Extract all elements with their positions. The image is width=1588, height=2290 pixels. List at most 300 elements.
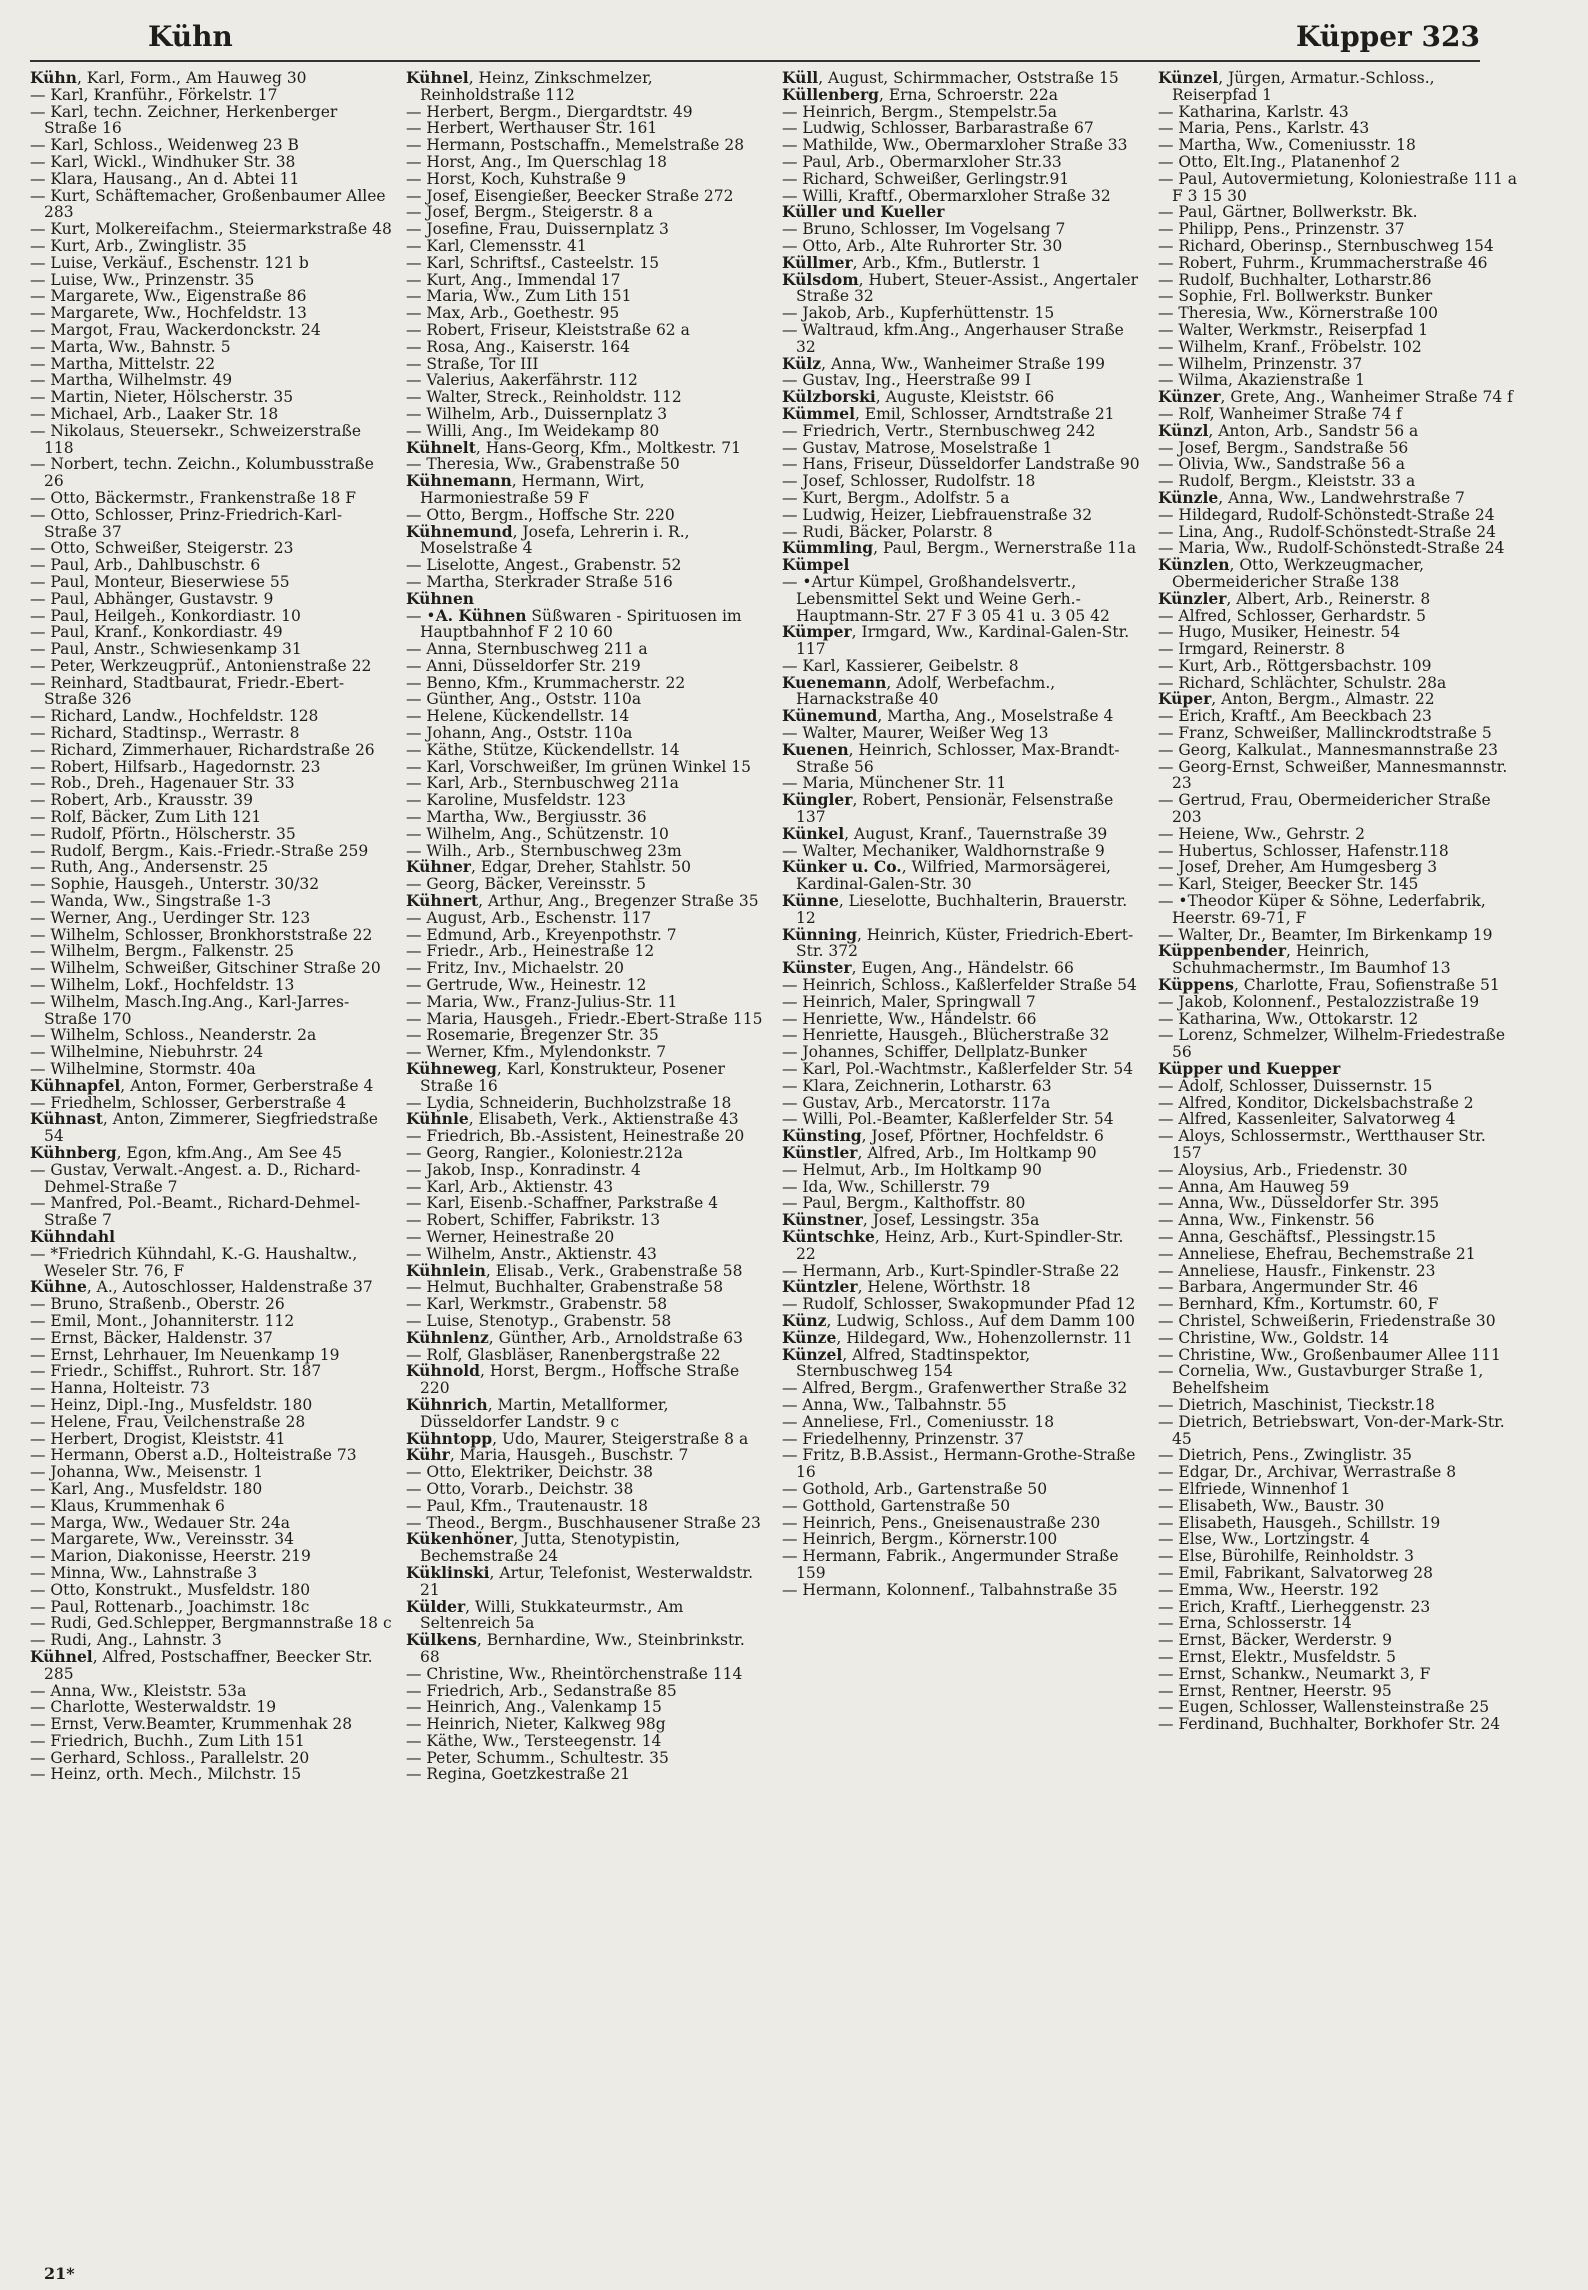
directory-entry: — Anni, Düsseldorfer Str. 219: [406, 656, 641, 675]
directory-entry: — Regina, Goetzkestraße 21: [406, 1765, 631, 1784]
directory-entry: — Edgar, Dr., Archivar, Werrastraße 8: [1158, 1463, 1457, 1482]
directory-entry: — Paul, Arb., Obermarxloher Str.33: [782, 152, 1062, 171]
directory-entry: — Friedr., Arb., Heinestraße 12: [406, 942, 655, 961]
directory-entry: — Bernhard, Kfm., Kortumstr. 60, F: [1158, 1295, 1439, 1314]
directory-entry: — Christine, Ww., Rheintörchenstraße 114: [406, 1664, 743, 1683]
directory-column-1: [30, 70, 392, 2250]
directory-entry: — Reinhard, Stadtbaurat, Friedr.-Ebert-Straße 326: [30, 673, 345, 709]
directory-entry: — Anna, Ww., Talbahnstr. 55: [782, 1395, 1007, 1414]
directory-entry: — Martha, Sterkrader Straße 516: [406, 572, 673, 591]
directory-entry: — Anna, Ww., Finkenstr. 56: [1158, 1211, 1375, 1230]
directory-entry: — Margarete, Ww., Hochfeldstr. 13: [30, 304, 307, 323]
directory-entry: — Paul, Arb., Dahlbuschstr. 6: [30, 556, 261, 575]
directory-entry: — Waltraud, kfm.Ang., Angerhauser Straße 32: [782, 320, 1124, 356]
directory-entry: — Karl, Clemensstr. 41: [406, 236, 587, 255]
directory-entry: — Nikolaus, Steuersekr., Schweizerstraße 118: [30, 421, 362, 457]
directory-entry: Külsdom, Hubert, Steuer-Assist., Angertaler Straße 32: [782, 269, 1139, 306]
directory-entry: — Günther, Ang., Oststr. 110a: [406, 690, 642, 709]
directory-entry: Künkel, August, Kranf., Tauernstraße 39: [782, 823, 1108, 843]
directory-entry: — Maria, Hausgeh., Friedr.-Ebert-Straße 115: [406, 1009, 763, 1028]
directory-entry: Kühnelt, Hans-Georg, Kfm., Moltkestr. 71: [406, 437, 741, 457]
directory-entry: — Josef, Schlosser, Rudolfstr. 18: [782, 472, 1036, 491]
directory-entry: Künzle, Anna, Ww., Landwehrstraße 7: [1158, 487, 1465, 507]
directory-entry: — Peter, Schumm., Schultestr. 35: [406, 1748, 669, 1767]
directory-entry: — Margarete, Ww., Eigenstraße 86: [30, 287, 307, 306]
directory-entry: — Heinrich, Maler, Springwall 7: [782, 992, 1036, 1011]
directory-entry: — Hermann, Postschaffn., Memelstraße 28: [406, 136, 745, 155]
directory-entry: — Ludwig, Heizer, Liebfrauenstraße 32: [782, 505, 1093, 524]
directory-entry: — Richard, Landw., Hochfeldstr. 128: [30, 707, 319, 726]
directory-entry: — Rosa, Ang., Kaiserstr. 164: [406, 337, 631, 356]
directory-entry: — Emil, Mont., Johanniterstr. 112: [30, 1311, 295, 1330]
directory-entry: Küper, Anton, Bergm., Almastr. 22: [1158, 689, 1435, 709]
directory-entry: — Katharina, Karlstr. 43: [1158, 102, 1349, 121]
directory-entry: — Karl, Steiger, Beecker Str. 145: [1158, 875, 1419, 894]
directory-entry: Künstler, Alfred, Arb., Im Holtkamp 90: [782, 1143, 1097, 1162]
directory-entry: — Rudolf, Bergm., Kleiststr. 33 a: [1158, 472, 1416, 491]
directory-entry: — Rudolf, Buchhalter, Lotharstr.86: [1158, 270, 1432, 289]
directory-entry: — Richard, Oberinsp., Sternbuschweg 154: [1158, 236, 1494, 255]
directory-entry: — Anneliese, Frl., Comeniusstr. 18: [782, 1412, 1055, 1431]
directory-entry: — Hildegard, Rudolf-Schönstedt-Straße 24: [1158, 505, 1495, 524]
directory-entry: — Jakob, Insp., Konradinstr. 4: [406, 1160, 641, 1179]
directory-entry: — Gerhard, Schloss., Parallelstr. 20: [30, 1748, 310, 1767]
directory-entry: — Aloys, Schlossermstr., Wertthauser Str. 157: [1158, 1127, 1486, 1162]
directory-entry: — Rudi, Ang., Lahnstr. 3: [30, 1631, 222, 1650]
directory-entry: — Wilh., Arb., Sternbuschweg 23m: [406, 841, 682, 860]
directory-entry: Kühn, Karl, Form., Am Hauweg 30: [30, 70, 307, 87]
directory-entry: — *Friedrich Kühndahl, K.-G. Haushaltw., Weseler Str. 76, F: [30, 1244, 358, 1280]
directory-entry: Küller und Kueller: [782, 202, 945, 222]
directory-entry: — Kurt, Arb., Röttgersbachstr. 109: [1158, 656, 1432, 675]
directory-entry: Kuenen, Heinrich, Schlosser, Max-Brandt-Straße 56: [782, 739, 1120, 776]
directory-entry: — Gustav, Arb., Mercatorstr. 117a: [782, 1093, 1051, 1112]
directory-entry: — Paul, Heilgeh., Konkordiastr. 10: [30, 606, 301, 625]
directory-entry: — •Theodor Küper & Söhne, Lederfabrik, Heerstr. 69-71, F: [1158, 892, 1486, 927]
directory-entry: — Walter, Maurer, Weißer Weg 13: [782, 724, 1049, 743]
directory-entry: — Minna, Ww., Lahnstraße 3: [30, 1563, 258, 1582]
directory-entry: — Heinrich, Nieter, Kalkweg 98g: [406, 1715, 666, 1734]
directory-entry: — Robert, Hilfsarb., Hagedornstr. 23: [30, 757, 321, 776]
directory-entry: — Aloysius, Arb., Friedenstr. 30: [1158, 1160, 1408, 1179]
directory-entry: — Paul, Abhänger, Gustavstr. 9: [30, 589, 274, 608]
directory-entry: — Wilhelm, Prinzenstr. 37: [1158, 354, 1363, 373]
directory-entry: Künzlen, Otto, Werkzeugmacher, Obermeidericher Straße 138: [1158, 555, 1424, 591]
directory-column-2: [406, 70, 768, 2250]
directory-entry: — Werner, Heinestraße 20: [406, 1227, 615, 1246]
directory-entry: Küll, August, Schirmmacher, Oststraße 15: [782, 70, 1119, 87]
directory-entry: — Ferdinand, Buchhalter, Borkhofer Str. 24: [1158, 1715, 1501, 1734]
directory-entry: Kühnel, Alfred, Postschaffner, Beecker Str. 285: [30, 1646, 373, 1683]
directory-entry: — Alfred, Bergm., Grafenwerther Straße 32: [782, 1379, 1128, 1398]
directory-entry: — Gustav, Ing., Heerstraße 99 I: [782, 371, 1032, 390]
directory-entry: — Alfred, Kassenleiter, Salvatorweg 4: [1158, 1110, 1456, 1129]
directory-entry: Kühner, Edgar, Dreher, Stahlstr. 50: [406, 857, 692, 877]
directory-entry: — Heinrich, Bergm., Stempelstr.5a: [782, 102, 1058, 121]
directory-entry: — Sophie, Frl. Bollwerkstr. Bunker: [1158, 287, 1433, 306]
directory-entry: — Paul, Gärtner, Bollwerkstr. Bk.: [1158, 203, 1418, 222]
directory-entry: — Otto, Bergm., Hoffsche Str. 220: [406, 505, 675, 524]
directory-entry: — Helmut, Buchhalter, Grabenstraße 58: [406, 1278, 724, 1297]
directory-entry: — Hermann, Kolonnenf., Talbahnstraße 35: [782, 1580, 1118, 1599]
directory-entry: — Paul, Monteur, Bieserwiese 55: [30, 572, 290, 591]
directory-entry: — Anneliese, Hausfr., Finkenstr. 23: [1158, 1261, 1436, 1280]
directory-entry: — Josef, Dreher, Am Humgesberg 3: [1158, 858, 1438, 877]
directory-entry: — Werner, Kfm., Mylendonkstr. 7: [406, 1043, 667, 1062]
directory-entry: Kühneweg, Karl, Konstrukteur, Posener Straße 16: [406, 1059, 725, 1095]
directory-entry: — Ernst, Lehrhauer, Im Neuenkamp 19: [30, 1345, 340, 1364]
directory-entry: — Robert, Arb., Krausstr. 39: [30, 791, 253, 810]
directory-entry: — Helene, Kückendellstr. 14: [406, 707, 630, 726]
directory-entry: Künning, Heinrich, Küster, Friedrich-Ebert-Str. 372: [782, 924, 1134, 961]
directory-entry: Küppens, Charlotte, Frau, Sofienstraße 51: [1158, 975, 1500, 995]
directory-entry: — Richard, Zimmerhauer, Richardstraße 26: [30, 740, 375, 759]
directory-entry: Kühnemann, Hermann, Wirt, Harmoniestraße 59 F: [406, 471, 645, 507]
directory-entry: — Johannes, Schiffer, Dellplatz-Bunker: [782, 1043, 1087, 1062]
directory-entry: Künstner, Josef, Lessingstr. 35a: [782, 1210, 1040, 1230]
directory-entry: — Fritz, Inv., Michaelstr. 20: [406, 959, 624, 978]
directory-entry: — Karl, Arb., Sternbuschweg 211a: [406, 774, 679, 793]
directory-entry: — Wilhelmine, Stormstr. 40a: [30, 1060, 256, 1079]
directory-entry: — Otto, Schweißer, Steigerstr. 23: [30, 539, 294, 558]
directory-entry: — Karl, Kassierer, Geibelstr. 8: [782, 656, 1019, 675]
directory-entry: — Rolf, Glasbläser, Ranenbergstraße 22: [406, 1345, 721, 1364]
directory-entry: — Robert, Fuhrm., Krummacherstraße 46: [1158, 253, 1488, 272]
directory-entry: — Theresia, Ww., Körnerstraße 100: [1158, 304, 1438, 323]
directory-entry: — Cornelia, Ww., Gustavburger Straße 1, Behelfsheim: [1158, 1362, 1484, 1398]
directory-entry: — Bruno, Straßenb., Oberstr. 26: [30, 1295, 285, 1314]
directory-entry: — Alfred, Schlosser, Gerhardstr. 5: [1158, 606, 1427, 625]
directory-entry: — Herbert, Bergm., Diergardtstr. 49: [406, 102, 693, 121]
directory-entry: Külz, Anna, Ww., Wanheimer Straße 199: [782, 353, 1106, 373]
directory-entry: — Rudolf, Pförtn., Hölscherstr. 35: [30, 824, 296, 843]
directory-entry: — Karl, Kranführ., Förkelstr. 17: [30, 85, 278, 104]
directory-entry: — Walter, Mechaniker, Waldhornstraße 9: [782, 841, 1105, 860]
directory-entry: — Rolf, Wanheimer Straße 74 f: [1158, 404, 1402, 423]
directory-entry: — Wilma, Akazienstraße 1: [1158, 371, 1366, 390]
directory-entry: Küngler, Robert, Pensionär, Felsenstraße 137: [782, 790, 1114, 827]
directory-entry: — Hermann, Oberst a.D., Holteistraße 73: [30, 1446, 357, 1465]
directory-entry: — Theresia, Ww., Grabenstraße 50: [406, 455, 680, 474]
directory-entry: — Liselotte, Angest., Grabenstr. 52: [406, 556, 682, 575]
directory-entry: — Georg, Rangier., Koloniestr.212a: [406, 1144, 683, 1162]
directory-entry: Kuenemann, Adolf, Werbefachm., Harnackstraße 40: [782, 672, 1056, 709]
directory-entry: Kühnlein, Elisab., Verk., Grabenstraße 58: [406, 1260, 743, 1280]
directory-entry: — Karl, Eisenb.-Schaffner, Parkstraße 4: [406, 1194, 719, 1213]
directory-entry: — Klara, Hausang., An d. Abtei 11: [30, 169, 300, 188]
directory-entry: Künz, Ludwig, Schloss., Auf dem Damm 100: [782, 1310, 1135, 1330]
directory-entry: — Marion, Diakonisse, Heerstr. 219: [30, 1547, 311, 1566]
directory-entry: — Helene, Frau, Veilchenstraße 28: [30, 1412, 306, 1431]
directory-entry: Kühnemund, Josefa, Lehrerin i. R., Moselstraße 4: [406, 521, 690, 558]
directory-entry: Külkens, Bernhardine, Ww., Steinbrinkstr. 68: [406, 1630, 745, 1666]
directory-entry: — Ernst, Elektr., Musfeldstr. 5: [1158, 1647, 1396, 1666]
directory-entry: — Richard, Stadtinsp., Werrastr. 8: [30, 724, 300, 743]
directory-entry: — Elisabeth, Hausgeh., Schillstr. 19: [1158, 1513, 1441, 1532]
directory-entry: — Gustav, Matrose, Moselstraße 1: [782, 438, 1053, 457]
directory-entry: — Karl, Pol.-Wachtmstr., Kaßlerfelder Str. 54: [782, 1060, 1134, 1079]
directory-entry: Kühne, A., Autoschlosser, Haldenstraße 37: [30, 1277, 373, 1297]
directory-entry: — Klara, Zeichnerin, Lotharstr. 63: [782, 1076, 1052, 1095]
directory-entry: — Wilhelmine, Niebuhrstr. 24: [30, 1043, 264, 1062]
directory-entry: — Valerius, Aakerfährstr. 112: [406, 371, 638, 390]
directory-entry: — Heinz, Dipl.-Ing., Musfeldstr. 180: [30, 1395, 313, 1414]
directory-entry: — Otto, Elt.Ing., Platanenhof 2: [1158, 152, 1401, 171]
directory-entry: — Martha, Ww., Comeniusstr. 18: [1158, 136, 1416, 155]
directory-entry: — Lydia, Schneiderin, Buchholzstraße 18: [406, 1093, 732, 1112]
directory-entry: — Willi, Kraftf., Obermarxloher Straße 32: [782, 186, 1111, 205]
directory-entry: — Otto, Vorarb., Deichstr. 38: [406, 1479, 634, 1498]
directory-entry: — Käthe, Stütze, Kückendellstr. 14: [406, 740, 680, 759]
header-left-keyword: Kühn: [148, 20, 233, 53]
directory-entry: — Luise, Stenotyp., Grabenstr. 58: [406, 1311, 672, 1330]
directory-entry: — Heinrich, Schloss., Kaßlerfelder Straße 54: [782, 976, 1137, 995]
directory-entry: — Ernst, Rentner, Heerstr. 95: [1158, 1681, 1392, 1700]
directory-entry: — Henriette, Ww., Händelstr. 66: [782, 1009, 1037, 1028]
directory-entry: — Wilhelm, Schloss., Neanderstr. 2a: [30, 1026, 317, 1045]
directory-entry: Kühnen: [406, 588, 475, 608]
directory-entry: — Wilhelm, Kranf., Fröbelstr. 102: [1158, 337, 1422, 356]
directory-entry: — Dietrich, Betriebswart, Von-der-Mark-Str. 45: [1158, 1412, 1505, 1448]
directory-entry: Kümpel: [782, 555, 850, 575]
directory-entry: — Wilhelm, Schlosser, Bronkhorststraße 22: [30, 925, 373, 944]
directory-entry: — Karl, Werkmstr., Grabenstr. 58: [406, 1295, 668, 1314]
directory-entry: — Henriette, Hausgeh., Blücherstraße 32: [782, 1026, 1110, 1045]
directory-entry: Küpper und Kuepper: [1158, 1059, 1341, 1079]
directory-entry: — Robert, Friseur, Kleiststraße 62 a: [406, 320, 690, 339]
directory-entry: — Ernst, Bäcker, Werderstr. 9: [1158, 1631, 1392, 1650]
directory-entry: — Karl, Vorschweißer, Im grünen Winkel 15: [406, 757, 751, 776]
directory-entry: — Karl, Ang., Musfeldstr. 180: [30, 1479, 263, 1498]
directory-entry: — Friedrich, Buchh., Zum Lith 151: [30, 1731, 305, 1750]
directory-entry: Kühntopp, Udo, Maurer, Steigerstraße 8 a: [406, 1428, 749, 1448]
directory-column-3: [782, 70, 1144, 2250]
directory-entry: — Ida, Ww., Schillerstr. 79: [782, 1177, 990, 1196]
directory-entry: — Benno, Kfm., Krummacherstr. 22: [406, 673, 686, 692]
directory-entry: — Willi, Ang., Im Weidekamp 80: [406, 421, 660, 440]
directory-entry: — Josef, Bergm., Sandstraße 56: [1158, 438, 1409, 457]
directory-entry: — Wilhelm, Anstr., Aktienstr. 43: [406, 1244, 657, 1263]
directory-entry: — Eugen, Schlosser, Wallensteinstraße 25: [1158, 1698, 1490, 1717]
directory-entry: — Christel, Schweißerin, Friedenstraße 30: [1158, 1311, 1496, 1330]
directory-entry: — Rosemarie, Bregenzer Str. 35: [406, 1026, 659, 1045]
directory-entry: — Karl, Arb., Aktienstr. 43: [406, 1177, 614, 1196]
directory-entry: — Erich, Kraftf., Am Beeckbach 23: [1158, 707, 1432, 726]
directory-entry: Kühnapfel, Anton, Former, Gerberstraße 4: [30, 1075, 374, 1095]
directory-entry: — Karoline, Musfeldstr. 123: [406, 791, 626, 810]
directory-entry: — Lina, Ang., Rudolf-Schönstedt-Straße 24: [1158, 522, 1496, 541]
directory-entry: — Manfred, Pol.-Beamt., Richard-Dehmel-Straße 7: [30, 1194, 361, 1230]
directory-entry: Künzl, Anton, Arb., Sandstr 56 a: [1158, 420, 1419, 440]
directory-entry: — Jakob, Kolonnenf., Pestalozzistraße 19: [1158, 992, 1480, 1011]
directory-entry: — Adolf, Schlosser, Duissernstr. 15: [1158, 1076, 1433, 1095]
directory-entry: — Otto, Schlosser, Prinz-Friedrich-Karl-Straße 37: [30, 505, 343, 541]
directory-entry: Künster, Eugen, Ang., Händelstr. 66: [782, 958, 1074, 978]
directory-entry: — Ernst, Schankw., Neumarkt 3, F: [1158, 1664, 1431, 1683]
directory-entry: — Herbert, Drogist, Kleiststr. 41: [30, 1429, 286, 1448]
directory-entry: — Heiene, Ww., Gehrstr. 2: [1158, 824, 1365, 843]
directory-entry: — Otto, Elektriker, Deichstr. 38: [406, 1463, 654, 1482]
directory-entry: — Anna, Geschäftsf., Plessingstr.15: [1158, 1227, 1436, 1246]
directory-entry: — Theod., Bergm., Buschhausener Straße 23: [406, 1513, 761, 1532]
directory-entry: — Anna, Ww., Kleiststr. 53a: [30, 1681, 247, 1700]
directory-entry: — Willi, Pol.-Beamter, Kaßlerfelder Str. 54: [782, 1110, 1114, 1129]
directory-entry: — Norbert, techn. Zeichn., Kolumbusstraße 26: [30, 455, 374, 491]
directory-entry: — Marta, Ww., Bahnstr. 5: [30, 337, 231, 356]
directory-entry: — Josef, Bergm., Steigerstr. 8 a: [406, 203, 653, 222]
directory-entry: — Rudolf, Schlosser, Swakopmunder Pfad 12: [782, 1295, 1136, 1314]
directory-entry: — Josefine, Frau, Duissernplatz 3: [406, 220, 669, 239]
directory-entry: — Georg-Ernst, Schweißer, Mannesmannstr. 23: [1158, 757, 1508, 793]
directory-entry: Küklinski, Artur, Telefonist, Westerwaldstr. 21: [406, 1562, 754, 1599]
directory-entry: Kükenhöner, Jutta, Stenotypistin, Bechemstraße 24: [406, 1529, 681, 1566]
directory-entry: Künzel, Alfred, Stadtinspektor, Sternbuschweg 154: [782, 1344, 1031, 1381]
directory-entry: Kühnert, Arthur, Ang., Bregenzer Straße 35: [406, 891, 759, 911]
directory-entry: — Wilhelm, Schweißer, Gitschiner Straße 20: [30, 959, 381, 978]
directory-entry: — Rudolf, Bergm., Kais.-Friedr.-Straße 259: [30, 841, 369, 860]
directory-entry: — Olivia, Ww., Sandstraße 56 a: [1158, 455, 1405, 474]
directory-columns: [30, 70, 1530, 2250]
directory-entry: — Maria, Ww., Rudolf-Schönstedt-Straße 24: [1158, 539, 1505, 558]
directory-entry: — Martha, Mittelstr. 22: [30, 354, 216, 373]
directory-entry: — Robert, Schiffer, Fabrikstr. 13: [406, 1211, 661, 1230]
directory-entry: — Luise, Verkäuf., Eschenstr. 121 b: [30, 253, 309, 272]
page-header: [30, 14, 1480, 60]
directory-entry: Künzer, Grete, Ang., Wanheimer Straße 74 f: [1158, 387, 1513, 407]
directory-entry: Kühndahl: [30, 1226, 115, 1246]
directory-entry: — Anna, Am Hauweg 59: [1158, 1177, 1350, 1196]
directory-entry: — Johann, Ang., Oststr. 110a: [406, 724, 633, 743]
directory-entry: — Maria, Ww., Franz-Julius-Str. 11: [406, 992, 678, 1011]
directory-entry: — Christine, Ww., Goldstr. 14: [1158, 1328, 1389, 1347]
directory-entry: — Karl, Wickl., Windhuker Str. 38: [30, 152, 296, 171]
directory-entry: — Fritz, B.B.Assist., Hermann-Grothe-Straße 16: [782, 1446, 1136, 1482]
directory-entry: — •A. Kühnen Süßwaren - Spirituosen im Hauptbahnhof F 2 10 60: [406, 605, 742, 642]
directory-entry: Küllmer, Arb., Kfm., Butlerstr. 1: [782, 252, 1042, 272]
directory-entry: — Gotthold, Gartenstraße 50: [782, 1496, 1011, 1515]
directory-entry: — Charlotte, Westerwaldstr. 19: [30, 1698, 277, 1717]
directory-entry: — Alfred, Konditor, Dickelsbachstraße 2: [1158, 1093, 1474, 1112]
directory-entry: — Rudi, Ged.Schlepper, Bergmannstraße 18 c: [30, 1614, 392, 1633]
directory-entry: — Horst, Ang., Im Querschlag 18: [406, 152, 668, 171]
directory-entry: — Michael, Arb., Laaker Str. 18: [30, 404, 279, 423]
directory-entry: — Dietrich, Pens., Zwinglistr. 35: [1158, 1446, 1413, 1465]
directory-entry: Kühnast, Anton, Zimmerer, Siegfriedstraße 54: [30, 1109, 378, 1146]
directory-entry: — Horst, Koch, Kuhstraße 9: [406, 169, 627, 188]
directory-entry: — Josef, Eisengießer, Beecker Straße 272: [406, 186, 734, 205]
directory-entry: — Luise, Ww., Prinzenstr. 35: [30, 270, 255, 289]
directory-entry: — Hans, Friseur, Düsseldorfer Landstraße 90: [782, 455, 1140, 474]
directory-entry: — Wanda, Ww., Singstraße 1-3: [30, 892, 272, 911]
directory-entry: — Peter, Werkzeugprüf., Antonienstraße 22: [30, 656, 372, 675]
directory-entry: — Georg, Bäcker, Vereinsstr. 5: [406, 875, 646, 894]
directory-entry: — Hermann, Fabrik., Angermunder Straße 159: [782, 1547, 1119, 1582]
directory-entry: — Heinrich, Pens., Gneisenaustraße 230: [782, 1513, 1101, 1532]
directory-entry: Künzel, Jürgen, Armatur.-Schloss., Reiserpfad 1: [1158, 70, 1435, 104]
directory-entry: — Friedrich, Vertr., Sternbuschweg 242: [782, 421, 1096, 440]
directory-entry: — Rolf, Bäcker, Zum Lith 121: [30, 808, 262, 827]
directory-entry: — Helmut, Arb., Im Holtkamp 90: [782, 1160, 1042, 1179]
directory-entry: Küppenbender, Heinrich, Schuhmachermstr., Im Baumhof 13: [1158, 941, 1451, 978]
directory-entry: — Maria, Münchener Str. 11: [782, 774, 1007, 793]
directory-entry: — Erna, Schlosserstr. 14: [1158, 1614, 1352, 1633]
directory-entry: Künne, Lieselotte, Buchhalterin, Brauerstr. 12: [782, 891, 1128, 927]
directory-entry: — Friedr., Schiffst., Ruhrort. Str. 187: [30, 1362, 322, 1381]
directory-entry: Külder, Willi, Stukkateurmstr., Am Seltenreich 5a: [406, 1596, 684, 1633]
directory-entry: Kühnel, Heinz, Zinkschmelzer, Reinholdstraße 112: [406, 70, 653, 104]
directory-entry: — Kurt, Schäftemacher, Großenbaumer Allee 283: [30, 186, 386, 222]
directory-entry: Kühnrich, Martin, Metallformer, Düsseldorfer Landstr. 9 c: [406, 1394, 669, 1431]
directory-entry: — Erich, Kraftf., Lierheggenstr. 23: [1158, 1597, 1431, 1616]
directory-entry: Küllenberg, Erna, Schroerstr. 22a: [782, 84, 1058, 104]
directory-entry: — Paul, Autovermietung, Koloniestraße 111 a F 3 15 30: [1158, 169, 1518, 205]
directory-column-4: [1158, 70, 1520, 2250]
directory-entry: — Otto, Bäckermstr., Frankenstraße 18 F: [30, 488, 357, 507]
directory-entry: Kümmling, Paul, Bergm., Wernerstraße 11a: [782, 538, 1137, 558]
directory-entry: — Gustav, Verwalt.-Angest. a. D., Richard-Dehmel-Straße 7: [30, 1160, 361, 1196]
directory-entry: — Else, Ww., Lortzingstr. 4: [1158, 1530, 1370, 1549]
directory-entry: — Friedhelm, Schlosser, Gerberstraße 4: [30, 1093, 347, 1112]
directory-entry: Künemund, Martha, Ang., Moselstraße 4: [782, 706, 1114, 726]
directory-entry: — Hanna, Holteistr. 73: [30, 1379, 210, 1398]
directory-entry: Künzler, Albert, Arb., Reinerstr. 8: [1158, 588, 1431, 608]
directory-entry: Künze, Hildegard, Ww., Hohenzollernstr. 11: [782, 1327, 1133, 1347]
directory-entry: — Anna, Ww., Düsseldorfer Str. 395: [1158, 1194, 1440, 1213]
directory-entry: — Franz, Schweißer, Mallinckrodtstraße 5: [1158, 724, 1492, 743]
directory-entry: — Else, Bürohilfe, Reinholdstr. 3: [1158, 1547, 1415, 1566]
directory-entry: — Walter, Streck., Reinholdstr. 112: [406, 388, 682, 407]
directory-entry: — Käthe, Ww., Tersteegenstr. 14: [406, 1731, 662, 1750]
directory-entry: — Paul, Kranf., Konkordiastr. 49: [30, 623, 283, 642]
directory-entry: — Klaus, Krummenhak 6: [30, 1496, 225, 1515]
directory-entry: — Richard, Schlächter, Schulstr. 28a: [1158, 673, 1447, 692]
directory-entry: — Jakob, Arb., Kupferhüttenstr. 15: [782, 304, 1055, 323]
directory-entry: — Lorenz, Schmelzer, Wilhelm-Friedestraße 56: [1158, 1026, 1506, 1062]
directory-entry: — Margarete, Ww., Vereinsstr. 34: [30, 1530, 294, 1549]
directory-entry: — Katharina, Ww., Ottokarstr. 12: [1158, 1009, 1419, 1028]
directory-entry: — Dietrich, Maschinist, Tieckstr.18: [1158, 1395, 1435, 1414]
header-rule: [30, 60, 1480, 62]
directory-entry: — Friedrich, Arb., Sedanstraße 85: [406, 1681, 677, 1700]
directory-entry: — Mathilde, Ww., Obermarxloher Straße 33: [782, 136, 1128, 155]
directory-entry: — Ernst, Bäcker, Haldenstr. 37: [30, 1328, 273, 1347]
directory-entry: — Werner, Ang., Uerdinger Str. 123: [30, 908, 311, 927]
directory-entry: — Karl, techn. Zeichner, Herkenberger Straße 16: [30, 102, 338, 138]
directory-entry: — Wilhelm, Arb., Duissernplatz 3: [406, 404, 668, 423]
directory-entry: Küntschke, Heinz, Arb., Kurt-Spindler-Str. 22: [782, 1226, 1124, 1263]
directory-entry: — Anna, Sternbuschweg 211 a: [406, 640, 648, 659]
directory-entry: — Friedrich, Bb.-Assistent, Heinestraße 20: [406, 1127, 745, 1146]
directory-entry: — Kurt, Bergm., Adolfstr. 5 a: [782, 488, 1010, 507]
directory-entry: — Irmgard, Reinerstr. 8: [1158, 640, 1345, 659]
directory-entry: Kühr, Maria, Hausgeh., Buschstr. 7: [406, 1445, 689, 1465]
directory-entry: — Bruno, Schlosser, Im Vogelsang 7: [782, 220, 1066, 239]
directory-entry: — Kurt, Arb., Zwinglistr. 35: [30, 236, 247, 255]
directory-entry: — Emil, Fabrikant, Salvatorweg 28: [1158, 1563, 1433, 1582]
directory-entry: — Johanna, Ww., Meisenstr. 1: [30, 1463, 264, 1482]
directory-entry: — Paul, Bergm., Kalthoffstr. 80: [782, 1194, 1026, 1213]
directory-entry: — Walter, Dr., Beamter, Im Birkenkamp 19: [1158, 925, 1493, 944]
directory-entry: — Paul, Rottenarb., Joachimstr. 18c: [30, 1597, 310, 1616]
directory-entry: — Anneliese, Ehefrau, Bechemstraße 21: [1158, 1244, 1476, 1263]
directory-entry: — Walter, Werkmstr., Reiserpfad 1: [1158, 320, 1429, 339]
directory-entry: Künsting, Josef, Pförtner, Hochfeldstr. 6: [782, 1126, 1104, 1146]
directory-entry: — Wilhelm, Lokf., Hochfeldstr. 13: [30, 976, 295, 995]
directory-entry: — Sophie, Hausgeh., Unterstr. 30/32: [30, 875, 320, 894]
directory-entry: Küntzler, Helene, Wörthstr. 18: [782, 1277, 1031, 1297]
directory-entry: — Karl, Schriftsf., Casteelstr. 15: [406, 253, 660, 272]
directory-entry: — Karl, Schloss., Weidenweg 23 B: [30, 136, 299, 155]
